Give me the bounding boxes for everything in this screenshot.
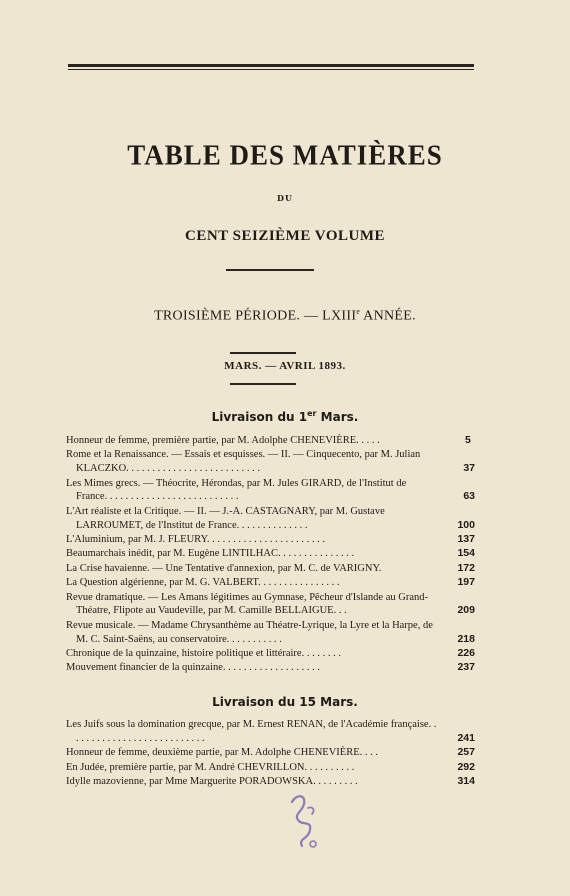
entry-text: En Judée, première partie, par M. André CHEVRILLON. . . . . . . . . . — [66, 761, 355, 773]
entry-text: Les Juifs sous la domination grecque, par M. Ernest RENAN, de l'Académie française. . . . . . . . . . . . . . . . . . . . . . . . . . . — [66, 719, 437, 744]
entry-text: Rome et la Renaissance. — Essais et esquisses. — II. — Cinquecento, par M. Julian KLACZKO. . . . . . . . . . . . . . . . . . . . . . . . . . — [66, 449, 421, 475]
toc-entry[interactable] — [66, 661, 475, 675]
top-rule-thin — [68, 69, 474, 70]
dates-line: MARS. — AVRIL 1893. — [224, 360, 346, 372]
entry-page: 257 — [457, 746, 475, 759]
toc-entry[interactable] — [66, 533, 475, 547]
entry-text: La Question algérienne, par M. G. VALBERT. . . . . . . . . . . . . . . . — [66, 577, 340, 589]
entry-text: Honneur de femme, première partie, par M. Adolphe CHENEVIÈRE. . . . . — [66, 435, 380, 446]
entry-text: Idylle mazovienne, par Mme Marguerite PORADOWSKA. . . . . . . . . — [66, 775, 358, 787]
top-rule-thick — [68, 64, 474, 67]
toc-entry[interactable] — [66, 647, 475, 661]
entry-text: Honneur de femme, deuxième partie, par M. Adolphe CHENEVIÈRE. . . . — [66, 747, 379, 759]
entries-list-1 — [66, 434, 475, 676]
toc-entry[interactable] — [66, 477, 475, 505]
title-du: DU — [277, 193, 293, 203]
entry-page: 314 — [457, 774, 475, 787]
entry-text: L'Aluminium, par M. J. FLEURY. . . . . . . . . . . . . . . . . . . . . . . — [66, 533, 325, 545]
section-heading-pre: Livraison du 15 Mars. — [212, 695, 358, 709]
entry-page: 226 — [457, 646, 475, 659]
periode-pre: TROISIÈME PÉRIODE. — LXIII — [154, 308, 357, 324]
library-stamp-icon — [282, 790, 326, 852]
entry-page: 241 — [457, 731, 475, 744]
toc-entry[interactable] — [66, 761, 475, 775]
entry-page: 292 — [457, 760, 475, 773]
toc-entry[interactable] — [66, 591, 475, 619]
periode-sup: e — [356, 307, 361, 316]
entry-page: 100 — [457, 518, 475, 531]
entry-page: 37 — [463, 462, 475, 475]
entry-page: 237 — [457, 661, 475, 674]
section-heading-2 — [0, 694, 570, 709]
entry-text: L'Art réaliste et la Critique. — II. — J.-A. CASTAGNARY, par M. Gustave LARROUMET, de l'Institut de France. . . . . . . . . . . . . . — [66, 505, 385, 531]
periode-line — [0, 307, 570, 325]
section-heading-post: Mars. — [316, 410, 359, 424]
entry-text: Les Mimes grecs. — Théocrite, Hérondas, par M. Jules GIRARD, de l'Institut de France. . . . . . . . . . . . . . . . . . . . . . . . . . — [66, 477, 407, 503]
entry-page: 197 — [457, 576, 475, 589]
entries-list-2 — [66, 718, 475, 789]
entry-page: 209 — [457, 604, 475, 617]
entry-page: 63 — [463, 490, 475, 503]
toc-entry[interactable] — [66, 547, 475, 561]
entry-page: 218 — [457, 632, 475, 645]
toc-entry[interactable] — [66, 775, 475, 789]
toc-entry[interactable] — [66, 562, 475, 576]
dates-rule-bottom — [230, 383, 296, 385]
section-heading-1 — [0, 409, 570, 424]
section-heading-pre: Livraison du 1 — [211, 410, 308, 424]
entry-page: 154 — [457, 547, 475, 560]
entry-text: Beaumarchais inédit, par M. Eugène LINTILHAC. . . . . . . . . . . . . . . — [66, 548, 355, 560]
toc-entry[interactable]: Honneur de femme, première partie, par M. Adolphe CHENEVIÈRE. . . . . 5 — [66, 434, 471, 446]
toc-entry[interactable] — [66, 746, 475, 760]
toc-entry[interactable] — [66, 576, 475, 590]
toc-entry[interactable] — [66, 718, 475, 746]
title-rule — [226, 269, 314, 271]
periode-post: ANNÉE. — [360, 308, 416, 324]
toc-entry[interactable] — [66, 619, 475, 647]
entry-page: 172 — [457, 561, 475, 574]
section-heading-sup: er — [307, 409, 317, 418]
page-title: TABLE DES MATIÈRES — [127, 139, 443, 171]
entry-page: 137 — [457, 532, 475, 545]
entry-text: Mouvement financier de la quinzaine. . . . . . . . . . . . . . . . . . . — [66, 662, 320, 674]
entry-text: La Crise havaienne. — Une Tentative d'annexion, par M. C. de VARIGNY. — [66, 562, 382, 574]
entry-text: Chronique de la quinzaine, histoire politique et littéraire. . . . . . . . — [66, 647, 341, 659]
entry-text: Revue dramatique. — Les Amans légitimes au Gymnase, Pêcheur d'Islande au Grand-Théatre, Flipote au Vaudeville, par M. Camille BELLAIGUE. . . — [66, 591, 428, 617]
toc-entry[interactable] — [66, 448, 475, 476]
toc-entry[interactable] — [66, 505, 475, 533]
dates-rule-top — [230, 352, 296, 354]
volume-title: CENT SEIZIÈME VOLUME — [184, 228, 386, 244]
entry-text: Revue musicale. — Madame Chrysanthème au Théatre-Lyrique, la Lyre et la Harpe, de M. C. Saint-Saëns, au conservatoire. . . . . . . . . . . — [66, 619, 433, 645]
